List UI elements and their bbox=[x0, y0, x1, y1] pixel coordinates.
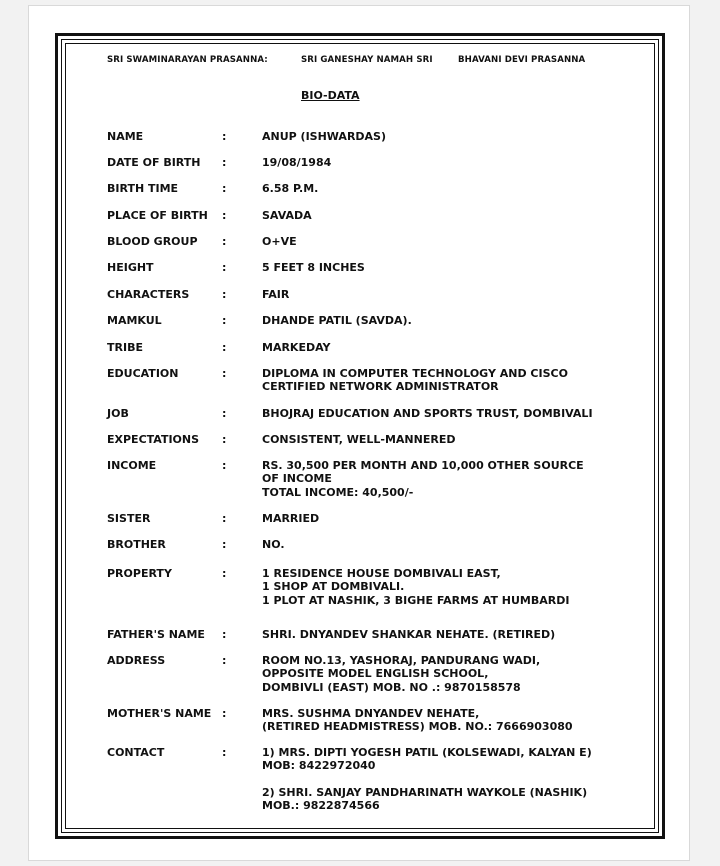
field-colon: : bbox=[222, 407, 227, 420]
field-value-line: MRS. SUSHMA DNYANDEV NEHATE, bbox=[262, 707, 480, 720]
field-value-line: O+VE bbox=[262, 235, 297, 248]
field-label: TRIBE bbox=[107, 341, 143, 354]
field-label: MOTHER'S NAME bbox=[107, 707, 212, 720]
field-value bbox=[262, 235, 297, 248]
field-value-line bbox=[262, 773, 592, 786]
field-label: BIRTH TIME bbox=[107, 182, 179, 195]
field-label: BROTHER bbox=[107, 538, 166, 551]
field-colon: : bbox=[222, 261, 227, 274]
field-value-line: ANUP (ISHWARDAS) bbox=[262, 130, 387, 143]
field-colon: : bbox=[222, 628, 227, 641]
field-value-line: 2) SHRI. SANJAY PANDHARINATH WAYKOLE (NASHIK) bbox=[262, 785, 588, 799]
field-label: HEIGHT bbox=[107, 261, 154, 274]
field-label: NAME bbox=[107, 130, 144, 143]
field-value-line: 1 PLOT AT NASHIK, 3 BIGHE FARMS AT HUMBARDI bbox=[262, 593, 570, 607]
field-value-line: MOB.: 9822874566 bbox=[262, 799, 380, 813]
field-value bbox=[262, 288, 289, 301]
field-value-line: TOTAL INCOME: 40,500/- bbox=[262, 485, 414, 499]
field-value-line: 1) MRS. DIPTI YOGESH PATIL (KOLSEWADI, KALYAN E) bbox=[262, 746, 592, 759]
field-value bbox=[262, 746, 592, 813]
field-colon: : bbox=[222, 512, 227, 525]
field-colon: : bbox=[222, 654, 227, 667]
header-right: BHAVANI DEVI PRASANNA bbox=[458, 55, 586, 65]
field-label: ADDRESS bbox=[107, 654, 166, 667]
field-label: INCOME bbox=[107, 459, 157, 472]
field-value-line: MARKEDAY bbox=[262, 341, 331, 354]
field-label: CHARACTERS bbox=[107, 288, 190, 301]
field-colon: : bbox=[222, 314, 227, 327]
field-value-line: RS. 30,500 PER MONTH AND 10,000 OTHER SOURCE bbox=[262, 459, 584, 472]
field-value bbox=[262, 433, 455, 446]
field-value-line: CONSISTENT, WELL-MANNERED bbox=[262, 433, 456, 446]
field-colon: : bbox=[222, 130, 227, 143]
field-label: DATE OF BIRTH bbox=[107, 156, 201, 169]
field-label: JOB bbox=[107, 407, 129, 420]
field-value-line: DIPLOMA IN COMPUTER TECHNOLOGY AND CISCO bbox=[262, 367, 568, 380]
field-value-line: SAVADA bbox=[262, 209, 312, 222]
field-label: SISTER bbox=[107, 512, 151, 525]
header-left: SRI SWAMINARAYAN PRASANNA: bbox=[107, 55, 268, 65]
field-value bbox=[262, 567, 569, 607]
field-value bbox=[262, 209, 312, 222]
field-value-line: 1 RESIDENCE HOUSE DOMBIVALI EAST, bbox=[262, 567, 501, 580]
field-value-line: ROOM NO.13, YASHORAJ, PANDURANG WADI, bbox=[262, 654, 541, 667]
field-value-line: MARRIED bbox=[262, 512, 320, 525]
field-label: MAMKUL bbox=[107, 314, 162, 327]
field-label: FATHER'S NAME bbox=[107, 628, 205, 641]
field-value bbox=[262, 182, 318, 195]
field-value-line: DHANDE PATIL (SAVDA). bbox=[262, 314, 412, 327]
field-value-line: FAIR bbox=[262, 288, 290, 301]
field-value bbox=[262, 654, 540, 694]
field-value-line: OPPOSITE MODEL ENGLISH SCHOOL, bbox=[262, 667, 489, 681]
field-colon: : bbox=[222, 156, 227, 169]
field-value bbox=[262, 407, 593, 420]
field-value-line: OF INCOME bbox=[262, 472, 332, 486]
field-value-line: NO. bbox=[262, 538, 285, 551]
field-value-line: 5 FEET 8 INCHES bbox=[262, 261, 365, 274]
header-center: SRI GANESHAY NAMAH SRI bbox=[301, 55, 433, 65]
field-value bbox=[262, 628, 555, 641]
field-value-line: (RETIRED HEADMISTRESS) MOB. NO.: 7666903080 bbox=[262, 720, 573, 734]
field-label: CONTACT bbox=[107, 746, 165, 759]
field-value bbox=[262, 130, 386, 143]
field-colon: : bbox=[222, 288, 227, 301]
field-colon: : bbox=[222, 707, 227, 720]
field-colon: : bbox=[222, 746, 227, 759]
field-label: PLACE OF BIRTH bbox=[107, 209, 208, 222]
field-value-line: BHOJRAJ EDUCATION AND SPORTS TRUST, DOMBIVALI bbox=[262, 407, 593, 420]
field-value-line: 19/08/1984 bbox=[262, 156, 332, 169]
field-value-line: DOMBIVLI (EAST) MOB. NO .: 9870158578 bbox=[262, 680, 521, 694]
field-colon: : bbox=[222, 538, 227, 551]
field-value bbox=[262, 459, 584, 499]
field-value-line: CERTIFIED NETWORK ADMINISTRATOR bbox=[262, 380, 499, 394]
field-value bbox=[262, 367, 568, 394]
field-value-line: MOB: 8422972040 bbox=[262, 759, 376, 773]
field-colon: : bbox=[222, 567, 227, 580]
field-colon: : bbox=[222, 367, 227, 380]
field-value bbox=[262, 341, 331, 354]
field-value bbox=[262, 538, 285, 551]
field-value-line: 6.58 P.M. bbox=[262, 182, 319, 195]
field-value-line: SHRI. DNYANDEV SHANKAR NEHATE. (RETIRED) bbox=[262, 628, 556, 641]
field-colon: : bbox=[222, 459, 227, 472]
field-value-line: 1 SHOP AT DOMBIVALI. bbox=[262, 580, 405, 594]
field-colon: : bbox=[222, 341, 227, 354]
field-label: BLOOD GROUP bbox=[107, 235, 198, 248]
field-value bbox=[262, 707, 573, 734]
field-value bbox=[262, 314, 412, 327]
field-label: EXPECTATIONS bbox=[107, 433, 200, 446]
field-value bbox=[262, 156, 331, 169]
field-value bbox=[262, 261, 365, 274]
field-label: PROPERTY bbox=[107, 567, 172, 580]
field-colon: : bbox=[222, 182, 227, 195]
field-colon: : bbox=[222, 433, 227, 446]
field-value bbox=[262, 512, 319, 525]
field-colon: : bbox=[222, 209, 227, 222]
document-title: BIO-DATA bbox=[301, 89, 360, 102]
field-label: EDUCATION bbox=[107, 367, 179, 380]
field-colon: : bbox=[222, 235, 227, 248]
